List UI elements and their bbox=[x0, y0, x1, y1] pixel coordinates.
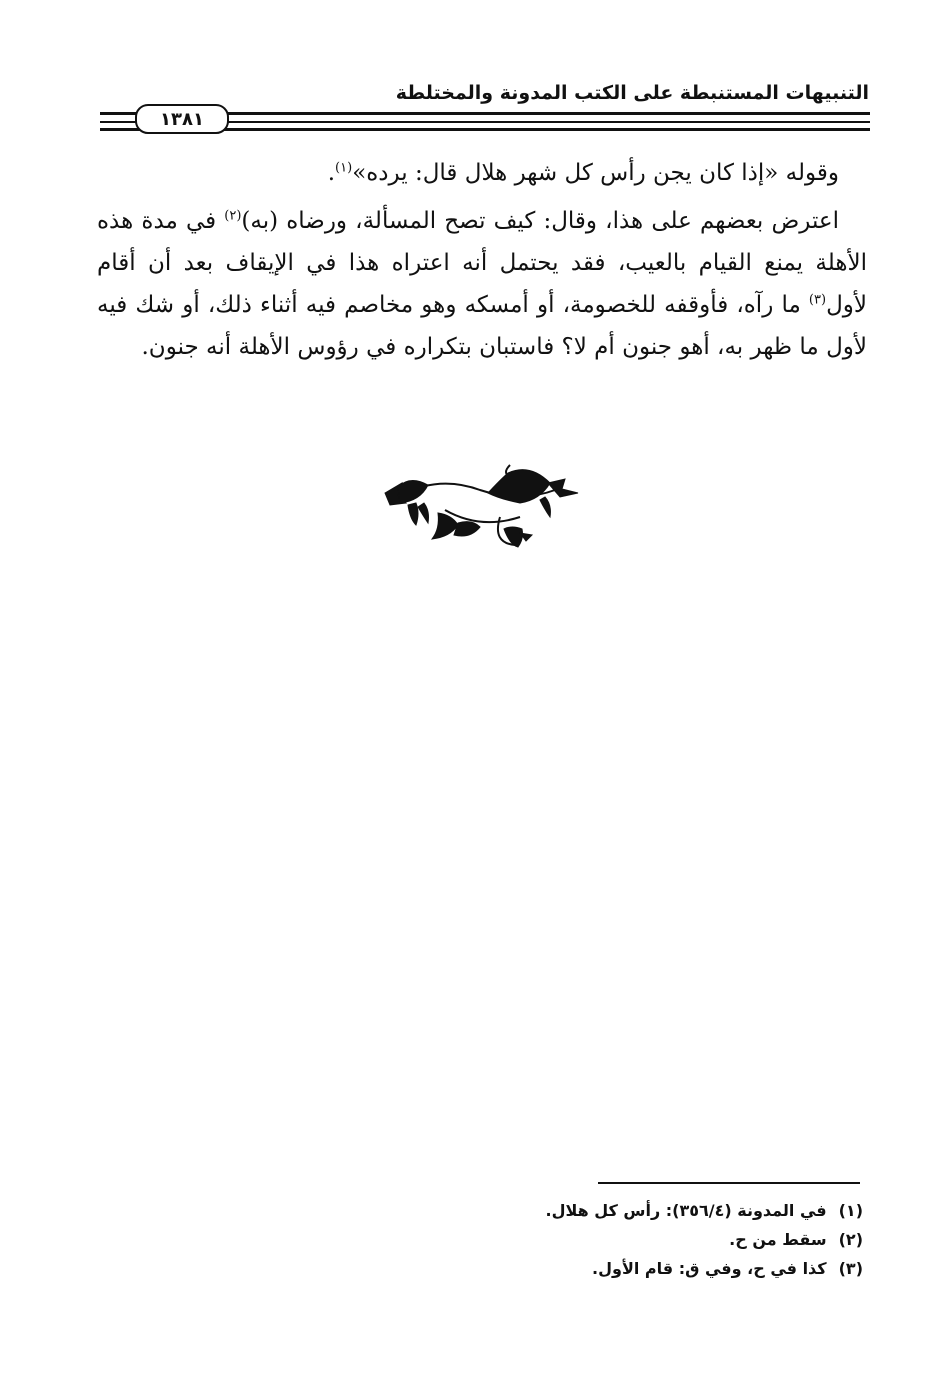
footnote-text: في المدونة (٣٥٦/٤): رأس كل هلال. bbox=[545, 1201, 827, 1220]
footnotes bbox=[545, 1196, 863, 1283]
paragraph-1-end: . bbox=[327, 160, 336, 186]
footnote-2 bbox=[545, 1225, 863, 1254]
header-title: التنبيهات المستنبطة على الكتب المدونة والمختلطة bbox=[395, 82, 869, 104]
footnote-number: (٣) bbox=[838, 1259, 863, 1278]
footnote-1 bbox=[545, 1196, 863, 1225]
paragraph-2 bbox=[97, 200, 867, 368]
footnote-ref-1: (١) bbox=[335, 160, 353, 176]
page-number: ١٣٨١ bbox=[135, 104, 229, 134]
footnote-text: كذا في ح، وفي ق: قام الأول. bbox=[592, 1259, 827, 1278]
footnote-ref-3: (٣) bbox=[808, 292, 827, 308]
floral-ornament-icon bbox=[380, 455, 585, 555]
footnote-3 bbox=[545, 1254, 863, 1283]
footnote-number: (٢) bbox=[838, 1230, 863, 1249]
paragraph-2-text-c: ما رآه، فأوقفه للخصومة، أو أمسكه وهو مخاصم فيه أثناء ذلك، أو شك فيه لأول ما ظهر به، أهو جنون أم لا؟ فاستبان بتكراره في رؤوس الأهلة أنه جنون. bbox=[97, 292, 867, 360]
paragraph-2-text-a: اعترض بعضهم على هذا، وقال: كيف تصح المسألة، ورضاه (به) bbox=[241, 208, 840, 234]
footnote-number: (١) bbox=[838, 1201, 863, 1220]
body-text bbox=[97, 152, 867, 368]
footnote-separator bbox=[598, 1182, 860, 1184]
footnote-ref-2: (٢) bbox=[224, 208, 242, 224]
paragraph-1-text: وقوله «إذا كان يجن رأس كل شهر هلال قال: يرده» bbox=[352, 160, 839, 186]
footnote-text: سقط من ح. bbox=[729, 1230, 827, 1249]
paragraph-1 bbox=[97, 152, 867, 194]
paragraph-2-text-b: في مدة هذه الأهلة يمنع القيام بالعيب، فقد يحتمل أنه اعتراه هذا في الإيقاف بعد أن أقام لأول bbox=[97, 208, 868, 318]
